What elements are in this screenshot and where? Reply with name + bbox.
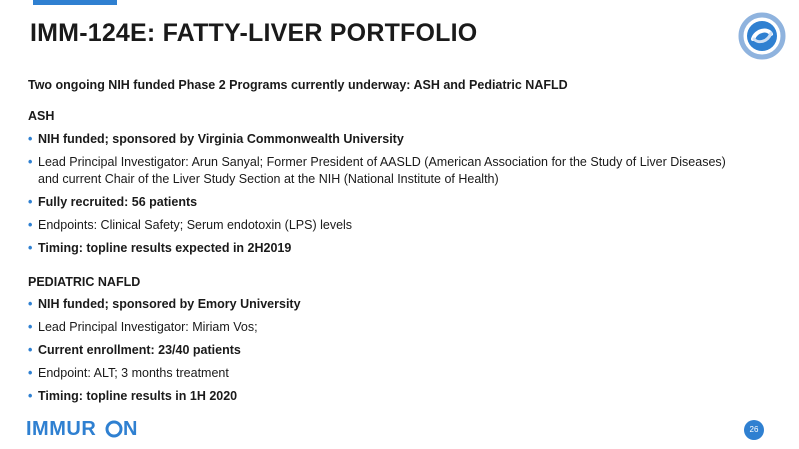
bullet-item bbox=[28, 342, 748, 359]
bullet-dot-icon: • bbox=[28, 389, 33, 403]
bullet-text: Lead Principal Investigator: Arun Sanyal; Former President of AASLD (American Association for the Study of Liver Diseases) and current Chair of the Liver Study Section at the NIH (National Institute of Health) bbox=[38, 155, 726, 186]
bullet-text: Fully recruited: 56 patients bbox=[38, 195, 198, 209]
bullet-text: Endpoints: Clinical Safety; Serum endotoxin (LPS) levels bbox=[38, 218, 353, 232]
bullet-item bbox=[28, 296, 748, 313]
bullet-dot-icon: • bbox=[28, 320, 33, 334]
top-accent-bar bbox=[33, 0, 117, 5]
bullet-item bbox=[28, 194, 748, 211]
bullet-dot-icon: • bbox=[28, 343, 33, 357]
bullet-text: Current enrollment: 23/40 patients bbox=[38, 343, 241, 357]
bullet-text: NIH funded; sponsored by Emory University bbox=[38, 297, 301, 311]
bullet-item bbox=[28, 217, 748, 234]
svg-text:IMMUR: IMMUR bbox=[26, 418, 97, 440]
ash-bullet-list bbox=[28, 131, 748, 263]
bullet-item bbox=[28, 240, 748, 257]
pediatric-bullet-list bbox=[28, 296, 748, 411]
bullet-item bbox=[28, 365, 748, 382]
bullet-dot-icon: • bbox=[28, 132, 33, 146]
bullet-dot-icon: • bbox=[28, 195, 33, 209]
bullet-item bbox=[28, 131, 748, 148]
bullet-item bbox=[28, 388, 748, 405]
bullet-dot-icon: • bbox=[28, 297, 33, 311]
bullet-dot-icon: • bbox=[28, 241, 33, 255]
section-heading-pediatric: PEDIATRIC NAFLD bbox=[28, 275, 141, 289]
svg-text:N: N bbox=[123, 418, 138, 440]
bullet-text: Lead Principal Investigator: Miriam Vos; bbox=[38, 320, 258, 334]
bullet-item bbox=[28, 319, 748, 336]
bullet-dot-icon: • bbox=[28, 218, 33, 232]
immuron-wordmark-logo bbox=[26, 416, 138, 440]
bullet-item bbox=[28, 154, 748, 188]
page-number-badge: 26 bbox=[744, 420, 764, 440]
section-heading-ash: ASH bbox=[28, 109, 55, 123]
bullet-text: Timing: topline results in 1H 2020 bbox=[38, 389, 238, 403]
bullet-text: NIH funded; sponsored by Virginia Commonwealth University bbox=[38, 132, 404, 146]
page-title: IMM-124E: FATTY-LIVER PORTFOLIO bbox=[30, 19, 478, 47]
bullet-text: Timing: topline results expected in 2H2019 bbox=[38, 241, 292, 255]
subtitle: Two ongoing NIH funded Phase 2 Programs currently underway: ASH and Pediatric NAFLD bbox=[28, 78, 568, 92]
bullet-dot-icon: • bbox=[28, 366, 33, 380]
bullet-text: Endpoint: ALT; 3 months treatment bbox=[38, 366, 229, 380]
bullet-dot-icon: • bbox=[28, 155, 33, 169]
immuron-mark-icon bbox=[738, 12, 786, 60]
